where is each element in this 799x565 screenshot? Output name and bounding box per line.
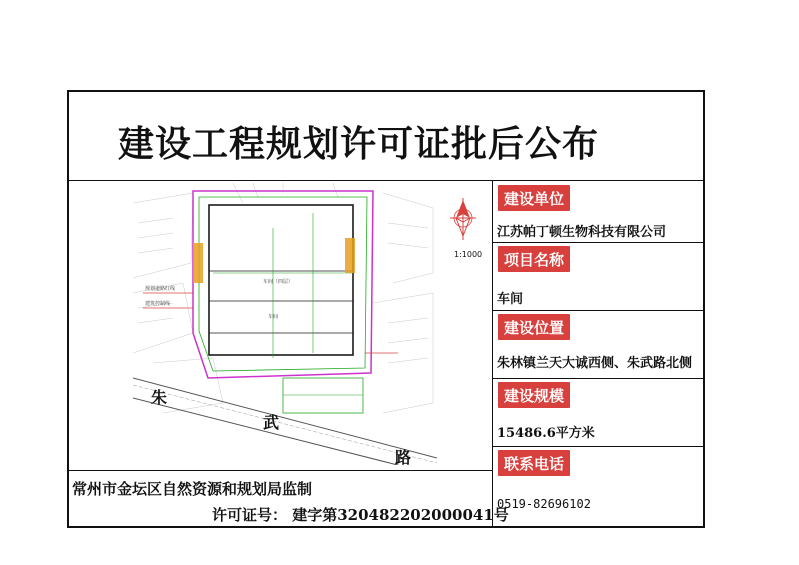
title-divider [67, 180, 705, 181]
field-label-project: 项目名称 [498, 246, 570, 272]
row-divider-2 [492, 310, 705, 311]
field-label-unit: 建设单位 [498, 185, 570, 211]
row-divider-1 [492, 242, 705, 243]
road-char-2: 武 [263, 413, 280, 432]
site-plan-map [133, 183, 437, 465]
red-line-label: 规划道路红线 [145, 286, 176, 292]
road-char-1: 朱 [151, 388, 168, 407]
footer-divider [67, 470, 492, 471]
page-title: 建设工程规划许可证批后公布 [118, 123, 600, 165]
field-label-phone: 联系电话 [498, 450, 570, 476]
row-divider-4 [492, 446, 705, 447]
field-value-project: 车间 [497, 292, 524, 307]
permit-number: 许可证号： 建字第320482202000041号 [212, 506, 509, 524]
field-value-scale: 15486.6平方米 [497, 426, 595, 441]
building-label-secondary: 车间 [268, 314, 279, 320]
road [133, 378, 437, 465]
map-scale: 1:1000 [454, 250, 483, 259]
north-arrow-icon [448, 196, 478, 242]
field-label-scale: 建设规模 [498, 382, 570, 408]
field-value-location: 朱林镇兰天大诚西侧、朱武路北侧 [497, 356, 693, 371]
field-value-phone: 0519-82696102 [497, 497, 591, 511]
row-divider-3 [492, 378, 705, 379]
road-char-3: 路 [395, 448, 412, 465]
map-divider [492, 180, 493, 528]
field-value-unit: 江苏帕丁顿生物科技有限公司 [497, 225, 667, 240]
control-line-label: 建筑控制线 [145, 301, 171, 307]
building-label-main: 车间（四层） [263, 279, 294, 285]
issuing-bureau: 常州市金坛区自然资源和规划局监制 [72, 480, 313, 498]
field-label-location: 建设位置 [498, 314, 570, 340]
